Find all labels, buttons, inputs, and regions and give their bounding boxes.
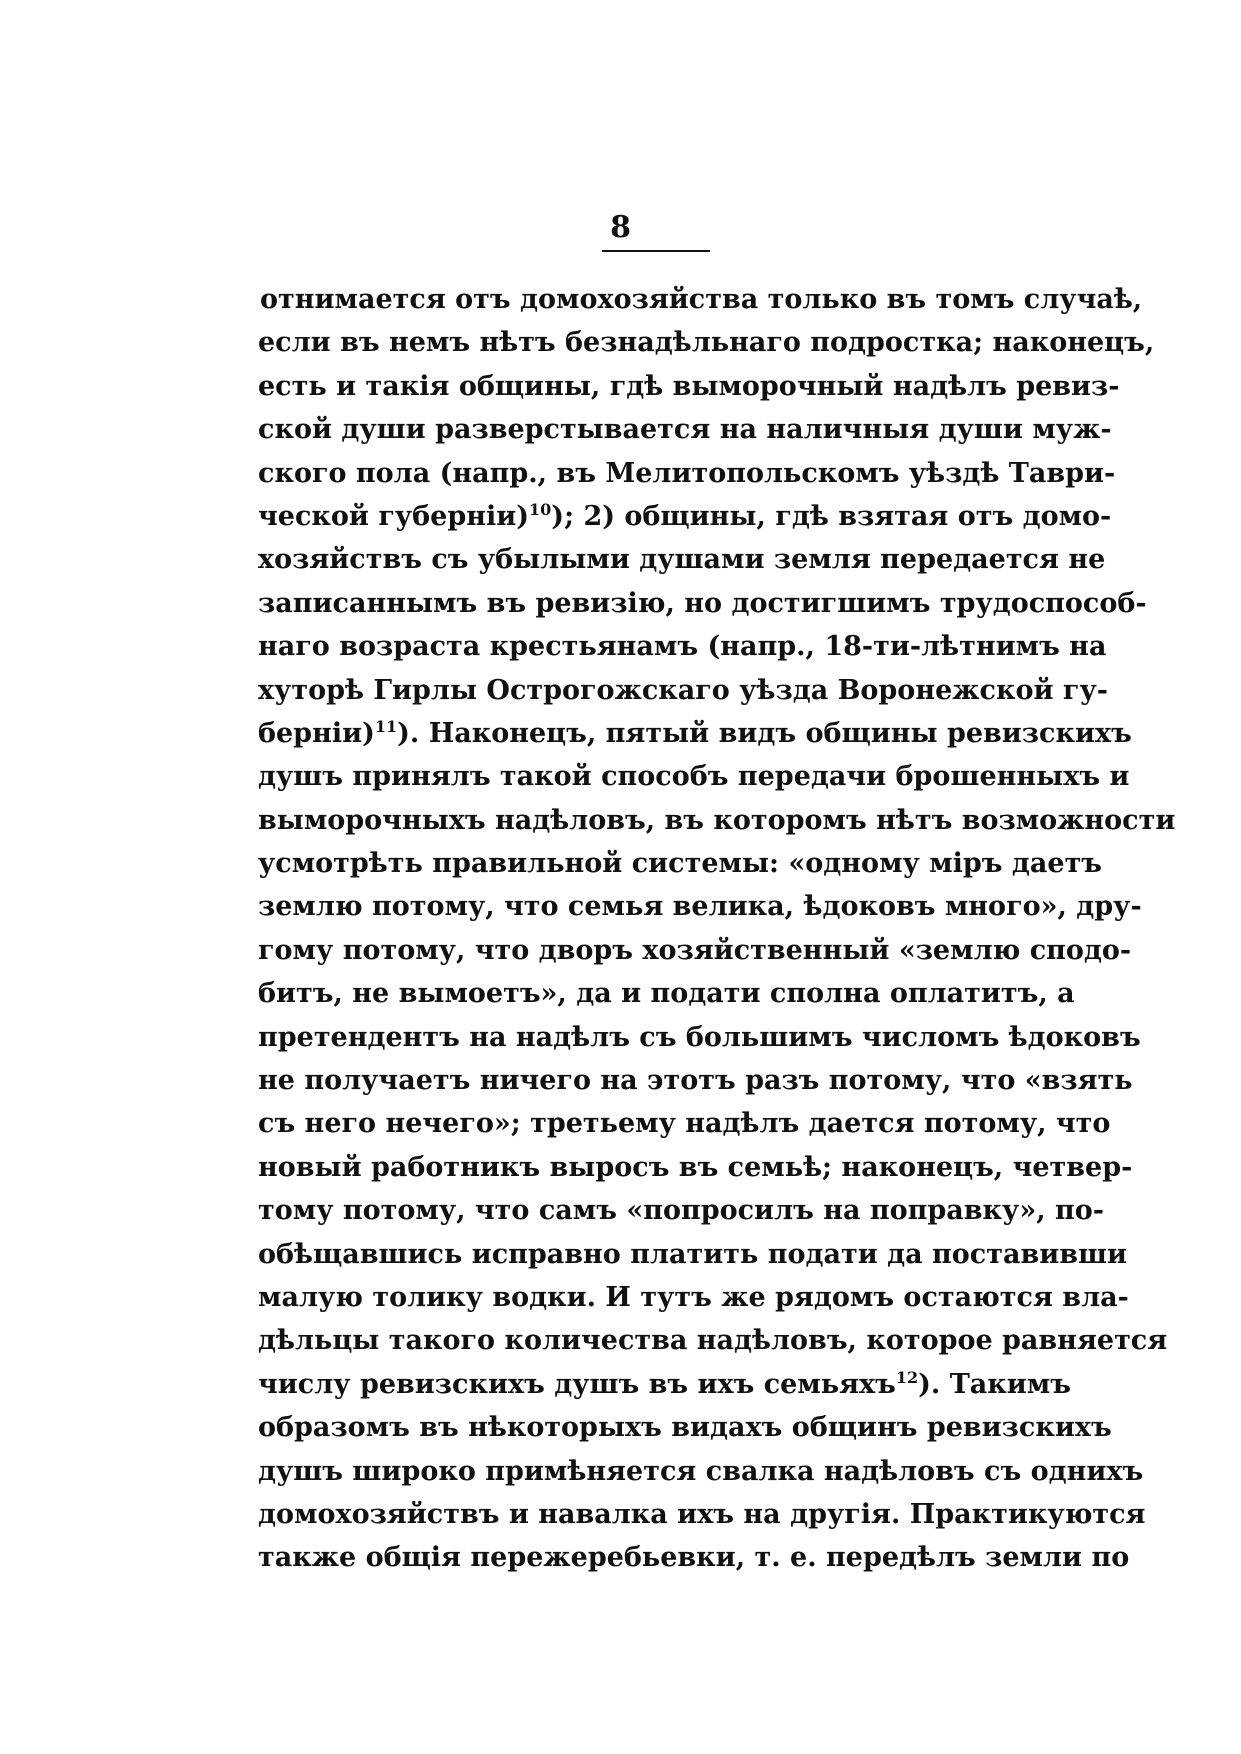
text-fragment: ческой губерніи) <box>258 500 530 532</box>
text-fragment: ); 2) общины, гдѣ взятая отъ домо- <box>551 500 1112 532</box>
page-number: 8 <box>610 210 631 245</box>
text-line: душъ принялъ такой способъ передачи брошенныхъ и <box>258 761 1130 793</box>
text-fragment: ). Такимъ <box>918 1368 1071 1400</box>
footnote-ref-12: 12 <box>895 1367 919 1387</box>
header-rule <box>602 250 710 252</box>
text-line: также общія пережеребьевки, т. е. передѣлъ земли по <box>258 1542 1130 1574</box>
text-line: выморочныхъ надѣловъ, въ которомъ нѣтъ возможности <box>258 804 1176 836</box>
body-text <box>258 278 1176 1580</box>
text-line: наго возраста крестьянамъ (напр., 18-ти-лѣтнимъ на <box>258 631 1107 663</box>
text-line: малую толику водки. И тутъ же рядомъ остаются вла- <box>258 1281 1129 1313</box>
text-line: битъ, не вымоетъ», да и подати сполна оплатитъ, а <box>258 978 1075 1010</box>
text-line: хуторѣ Гирлы Острогожскаго уѣзда Воронежской гу- <box>258 674 1108 706</box>
text-line: записаннымъ въ ревизію, но достигшимъ трудоспособ- <box>258 587 1147 619</box>
text-line <box>258 1363 1071 1406</box>
text-line: не получаетъ ничего на этотъ разъ потому, что «взять <box>258 1065 1133 1097</box>
text-line: домохозяйствъ и навалка ихъ на другія. Практикуются <box>258 1498 1146 1530</box>
text-line: есть и такія общины, гдѣ выморочный надѣлъ ревиз- <box>258 370 1120 402</box>
text-line: образомъ въ нѣкоторыхъ видахъ общинъ ревизскихъ <box>258 1412 1112 1444</box>
text-line: усмотрѣть правильной системы: «одному міръ даетъ <box>258 848 1103 880</box>
footnote-ref-10: 10 <box>529 499 552 519</box>
text-line: отнимается отъ домохозяйства только въ томъ случаѣ, <box>260 284 1143 315</box>
footnote-ref-11: 11 <box>374 716 398 736</box>
text-line: обѣщавшись исправно платить подати да поставивши <box>258 1238 1128 1270</box>
text-line: душъ широко примѣняется свалка надѣловъ съ однихъ <box>258 1455 1144 1487</box>
text-fragment: ). Наконецъ, пятый видъ общины ревизскихъ <box>397 717 1132 749</box>
text-line: ской души разверстывается на наличныя души муж- <box>258 414 1112 446</box>
text-line: гому потому, что дворъ хозяйственный «землю сподо- <box>258 934 1132 966</box>
text-line: съ него нечего»; третьему надѣлъ дается потому, что <box>258 1108 1111 1140</box>
text-line: тому потому, что самъ «попросилъ на поправку», по- <box>258 1195 1104 1227</box>
text-line: дѣльцы такого количества надѣловъ, которое равняется <box>258 1325 1168 1357</box>
text-line: ского пола (напр., въ Мелитопольскомъ уѣздѣ Таври- <box>258 457 1116 489</box>
text-line: если въ немъ нѣтъ безнадѣльнаго подростка; наконецъ, <box>258 327 1155 359</box>
text-line <box>258 712 1132 755</box>
text-fragment: числу ревизскихъ душъ въ ихъ семьяхъ <box>258 1368 896 1400</box>
text-line: новый работникъ выросъ въ семьѣ; наконецъ, четвер- <box>258 1151 1133 1183</box>
text-fragment: берніи) <box>258 717 375 749</box>
text-line <box>258 495 1112 538</box>
text-line: землю потому, что семья велика, ѣдоковъ много», дру- <box>258 891 1142 923</box>
text-line: претендентъ на надѣлъ съ большимъ числомъ ѣдоковъ <box>258 1021 1141 1053</box>
text-line: хозяйствъ съ убылыми душами земля передается не <box>258 544 1106 576</box>
